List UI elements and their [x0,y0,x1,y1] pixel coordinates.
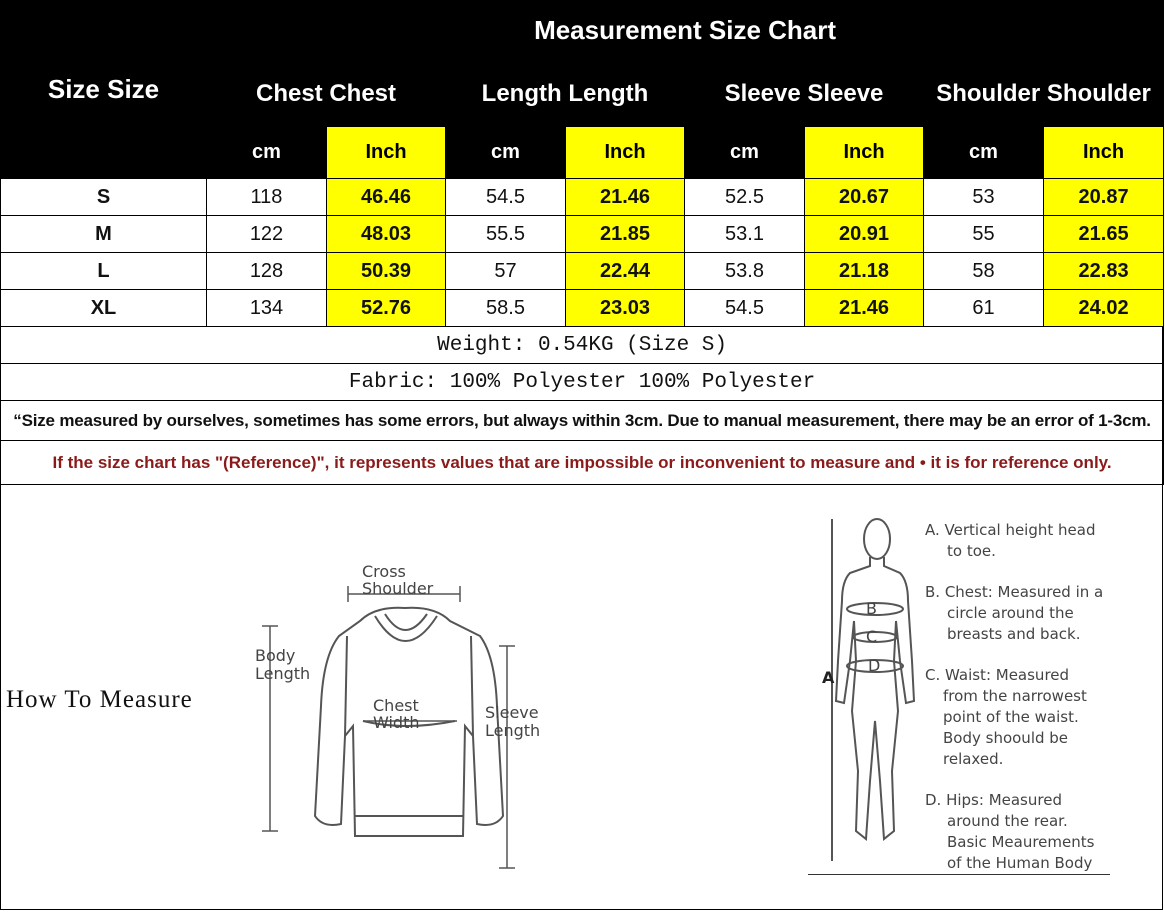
table-cell: 23.03 [566,290,685,327]
table-cell: 21.65 [1044,216,1164,253]
reference-note: If the size chart has "(Reference)", it represents values that are impossible or inconvenient to measure and • it is for reference only. [1,441,1164,485]
description-d: D. Hips: Measured around the rear. Basic Meaurements of the Human Body [925,791,1095,872]
table-cell: 54.5 [446,179,566,216]
table-cell: 21.46 [566,179,685,216]
table-cell: 128 [207,253,327,290]
table-cell: 54.5 [685,290,805,327]
table-cell: 134 [207,290,327,327]
table-cell: 24.02 [1044,290,1164,327]
table-row [1,290,1164,327]
table-cell: 20.91 [805,216,924,253]
column-header-length: Length Length [446,61,685,127]
table-row [1,216,1164,253]
unit-inch: Inch [327,127,446,179]
table-cell: 46.46 [327,179,446,216]
label-body-length-2: Length [255,664,311,683]
table-cell: 22.83 [1044,253,1164,290]
label-d: D [868,656,881,675]
label-chest-width-2: Width [373,713,420,732]
table-cell: 57 [446,253,566,290]
label-body-length-1: Body [255,646,296,665]
table-cell: 50.39 [327,253,446,290]
table-cell: 52.76 [327,290,446,327]
table-cell: 48.03 [327,216,446,253]
table-cell: 122 [207,216,327,253]
label-c: C [866,627,878,646]
column-header-sleeve: Sleeve Sleeve [685,61,924,127]
table-cell: 53.1 [685,216,805,253]
table-cell: 61 [924,290,1044,327]
table-cell: 55.5 [446,216,566,253]
table-cell: 21.46 [805,290,924,327]
size-label: XL [1,290,207,327]
size-header: Size Size [1,1,207,179]
table-cell: 22.44 [566,253,685,290]
sweater-diagram [245,546,565,886]
fabric-info: Fabric: 100% Polyester 100% Polyester [1,364,1164,401]
table-cell: 21.85 [566,216,685,253]
table-row [1,253,1164,290]
divider [808,874,1110,875]
unit-cm: cm [685,127,805,179]
description-c: C. Waist: Measured from the narrowest point of the waist. Body shoould be relaxed. [925,666,1087,768]
label-sleeve-length-1: Sleeve [485,703,539,722]
column-header-shoulder: Shoulder Shoulder [924,61,1164,127]
label-sleeve-length-2: Length [485,721,541,740]
column-header-chest: Chest Chest [207,61,446,127]
table-cell: 52.5 [685,179,805,216]
description-b: B. Chest: Measured in a circle around the breasts and back. [925,583,1104,643]
how-to-measure-section [0,486,1163,910]
table-cell: 20.67 [805,179,924,216]
size-label: L [1,253,207,290]
unit-inch: Inch [566,127,685,179]
human-body-diagram [820,511,940,881]
table-row [1,179,1164,216]
unit-cm: cm [446,127,566,179]
measurement-note: “Size measured by ourselves, sometimes has some errors, but always within 3cm. Due to manual measurement, there may be an error of 1-3cm. [1,401,1164,441]
table-cell: 20.87 [1044,179,1164,216]
how-to-measure-label: How To Measure [6,686,193,713]
chart-title: Measurement Size Chart [207,1,1164,61]
unit-cm: cm [207,127,327,179]
unit-inch: Inch [1044,127,1164,179]
size-label: M [1,216,207,253]
label-cross-shoulder-2: Shoulder [362,579,434,598]
table-cell: 118 [207,179,327,216]
weight-info: Weight: 0.54KG (Size S) [1,327,1164,364]
table-cell: 58 [924,253,1044,290]
table-cell: 21.18 [805,253,924,290]
table-cell: 53.8 [685,253,805,290]
description-a: A. Vertical height head to toe. [925,521,1096,560]
table-cell: 53 [924,179,1044,216]
label-cross-shoulder-1: Cross [362,562,406,581]
unit-cm: cm [924,127,1044,179]
label-b: B [866,599,877,618]
table-cell: 58.5 [446,290,566,327]
label-chest-width-1: Chest [373,696,419,715]
table-cell: 55 [924,216,1044,253]
label-a: A [822,668,835,687]
size-label: S [1,179,207,216]
unit-inch: Inch [805,127,924,179]
